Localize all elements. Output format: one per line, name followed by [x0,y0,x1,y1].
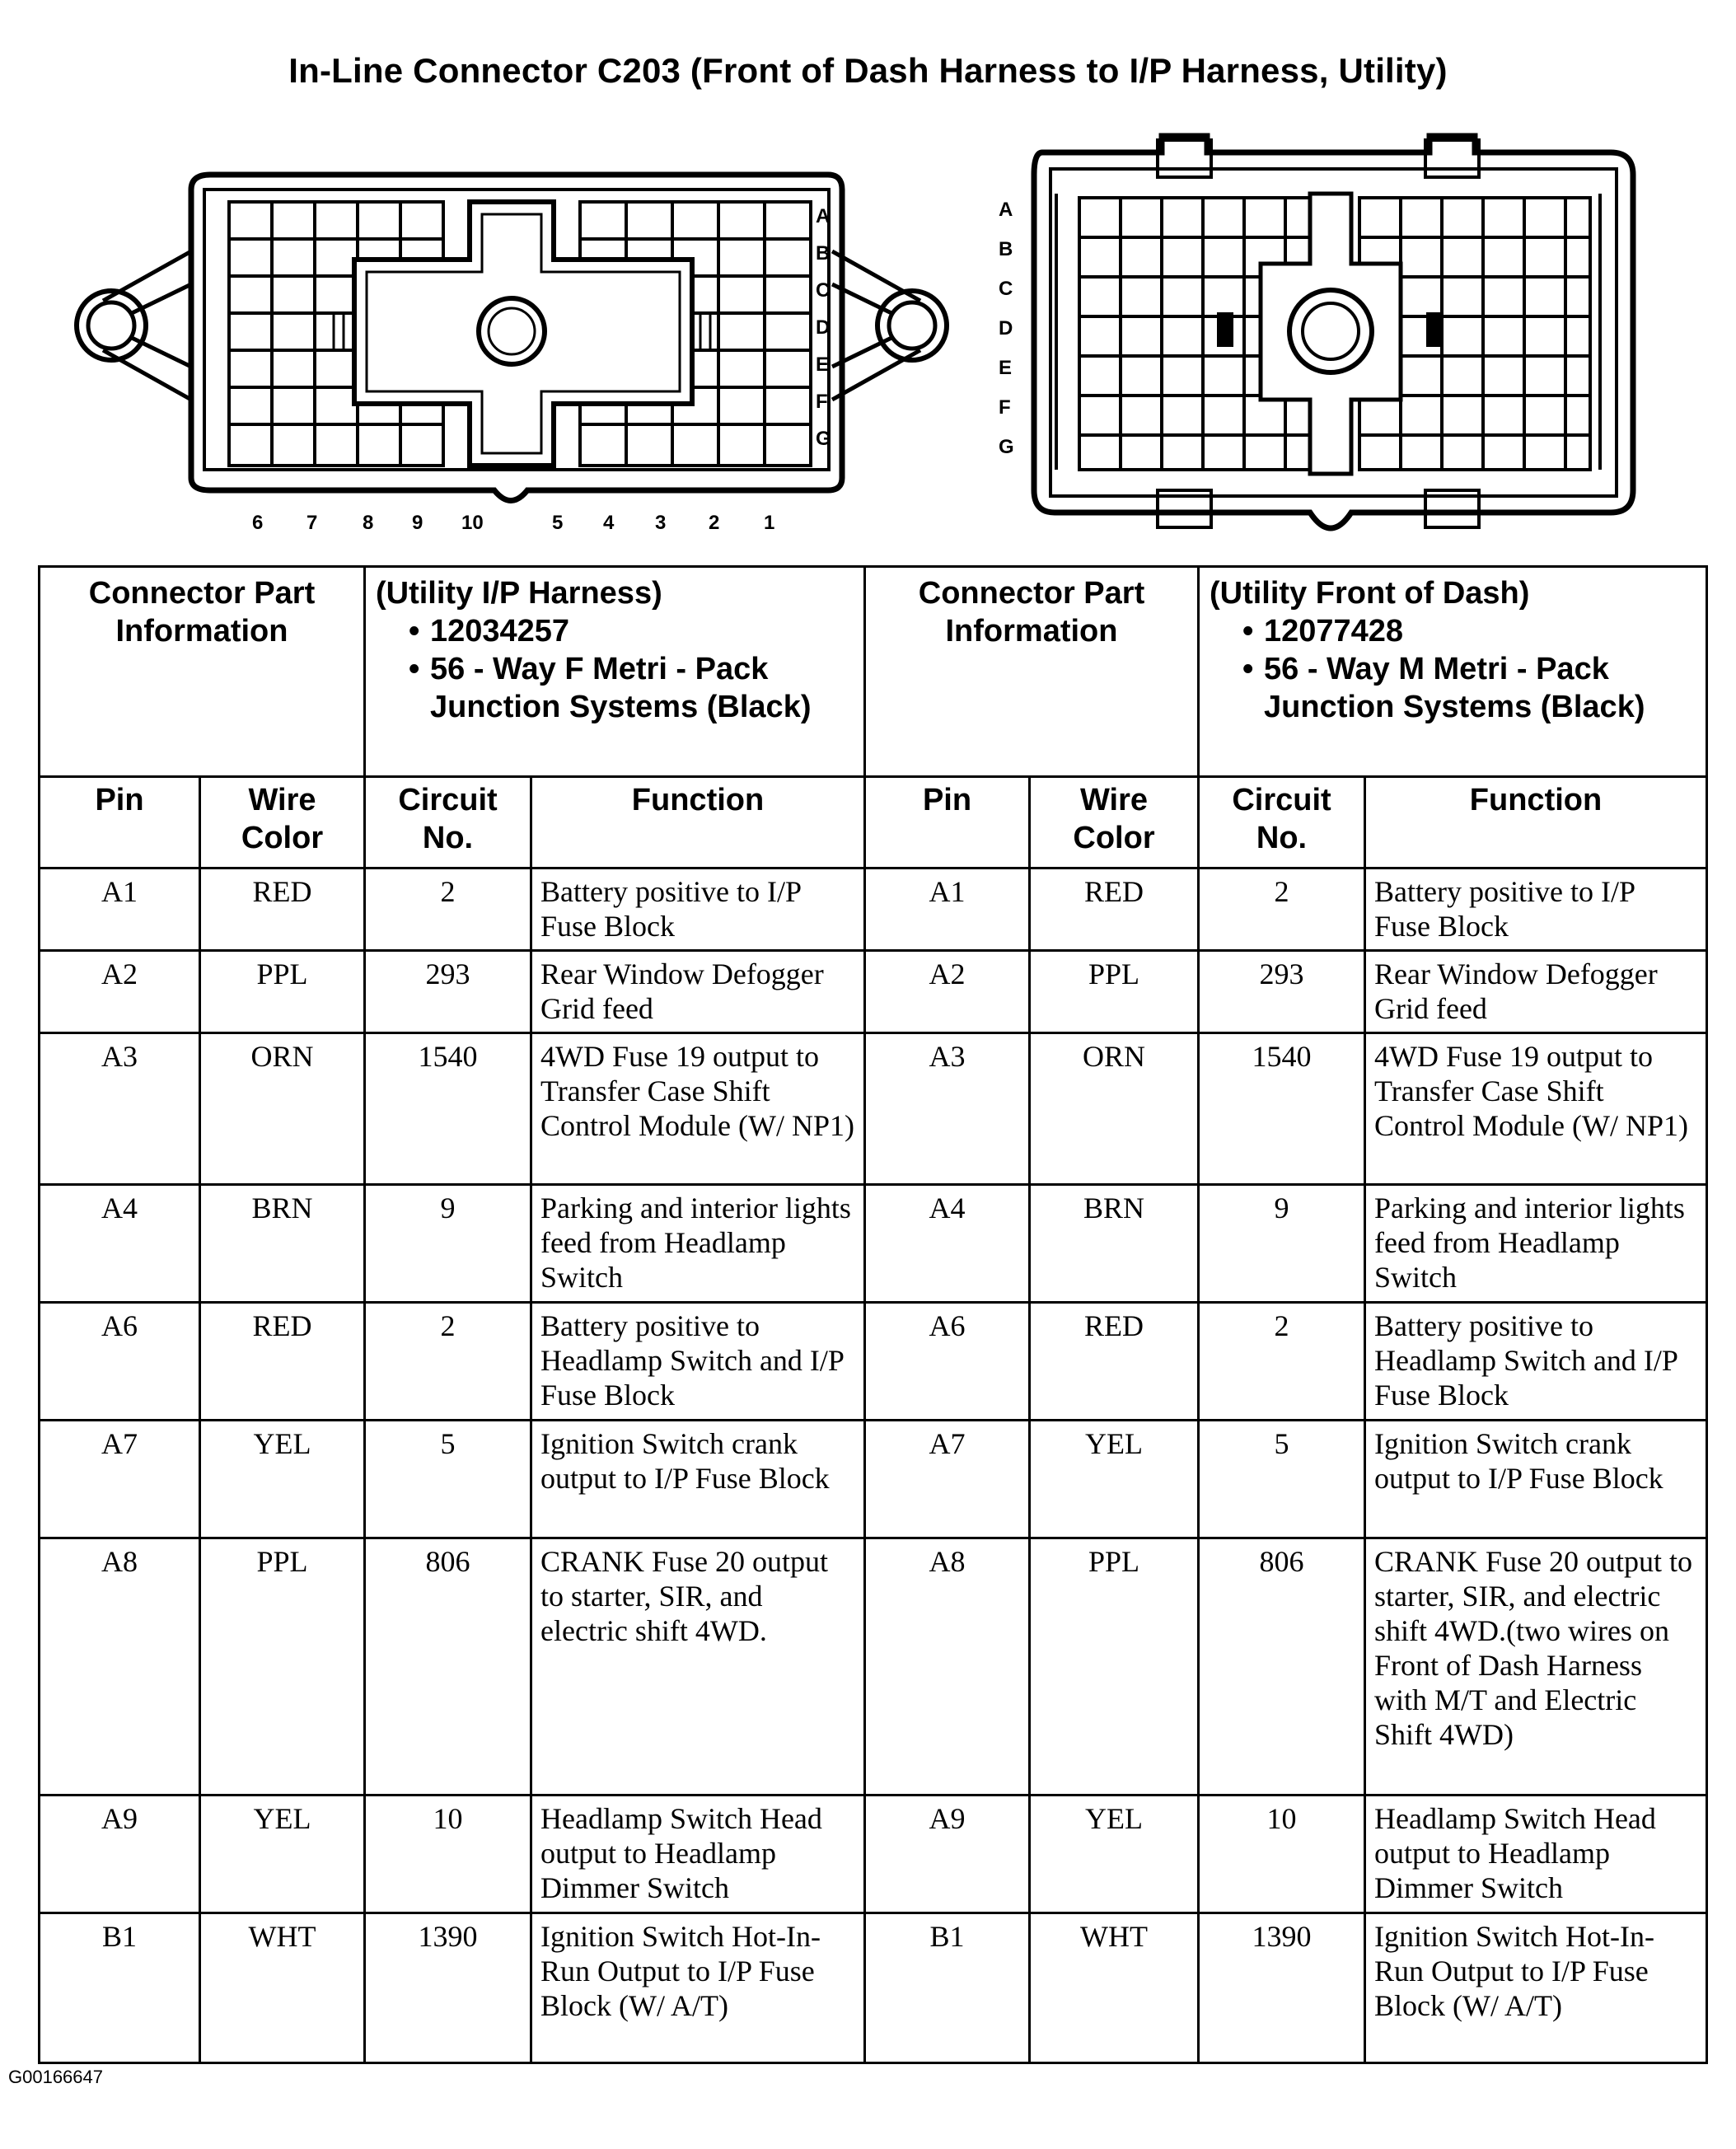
pin-cell: A6 [40,1303,200,1421]
pin-cell: A3 [865,1033,1030,1185]
wire-color-cell: RED [200,1303,365,1421]
circuit-cell: 9 [1199,1185,1365,1303]
right-info-details [1199,567,1707,777]
circuit-cell: 806 [1199,1538,1365,1796]
left-row-label-e: E [816,353,830,376]
right-row-label-f: F [999,396,1011,419]
connector-diagram [0,115,1736,544]
left-part-number: • 12034257 [409,612,854,650]
col-header-wire-color: Wire Color [1030,777,1199,868]
left-pin-number: 10 [461,512,484,534]
table-row [40,1185,1707,1303]
table-row [40,1303,1707,1421]
col-header-circuit: Circuit No. [365,777,531,868]
table-row [40,1538,1707,1796]
wire-color-cell: ORN [1030,1033,1199,1185]
circuit-cell: 2 [1199,868,1365,951]
col-header-circuit: Circuit No. [1199,777,1365,868]
pin-cell: A3 [40,1033,200,1185]
circuit-cell: 5 [365,1421,531,1538]
function-cell: Headlamp Switch Head output to Headlamp Dimmer Switch [1365,1796,1707,1913]
left-row-label-b: B [816,242,831,265]
wire-color-cell: BRN [1030,1185,1199,1303]
circuit-cell: 293 [365,951,531,1033]
wire-color-cell: YEL [200,1796,365,1913]
circuit-cell: 1540 [365,1033,531,1185]
wire-color-cell: WHT [200,1913,365,2063]
function-cell: Battery positive to Headlamp Switch and I/P Fuse Block [531,1303,865,1421]
circuit-cell: 2 [365,1303,531,1421]
right-info-bullets [1210,612,1696,726]
right-connector-face [1034,136,1633,528]
right-connector-type: • 56 - Way M Metri - Pack Junction Systems (Black) [1242,650,1696,726]
function-cell: Battery positive to I/P Fuse Block [1365,868,1707,951]
circuit-cell: 1390 [1199,1913,1365,2063]
circuit-cell: 806 [365,1538,531,1796]
table-row [40,1913,1707,2063]
table-row [40,951,1707,1033]
pin-cell: A4 [865,1185,1030,1303]
table-row [40,1033,1707,1185]
wire-color-cell: ORN [200,1033,365,1185]
pin-cell: A8 [865,1538,1030,1796]
function-cell: Rear Window Defogger Grid feed [1365,951,1707,1033]
wire-color-cell: YEL [200,1421,365,1538]
circuit-cell: 5 [1199,1421,1365,1538]
left-pin-number: 7 [306,512,318,534]
pin-cell: A8 [40,1538,200,1796]
left-pin-number: 5 [552,512,564,534]
left-pin-number: 2 [709,512,720,534]
wire-color-cell: PPL [1030,1538,1199,1796]
wire-color-cell: YEL [1030,1421,1199,1538]
left-row-label-g: G [816,428,831,450]
function-cell: 4WD Fuse 19 output to Transfer Case Shift Control Module (W/ NP1) [531,1033,865,1185]
right-row-label-b: B [999,238,1013,260]
left-row-label-a: A [816,205,831,227]
wire-color-cell: WHT [1030,1913,1199,2063]
circuit-cell: 9 [365,1185,531,1303]
wire-color-cell: YEL [1030,1796,1199,1913]
connector-info-row [40,567,1707,777]
left-pin-number: 3 [655,512,667,534]
circuit-cell: 2 [1199,1303,1365,1421]
function-cell: Battery positive to I/P Fuse Block [531,868,865,951]
col-header-function: Function [1365,777,1707,868]
table-row [40,1421,1707,1538]
col-header-pin: Pin [865,777,1030,868]
wire-color-cell: RED [1030,1303,1199,1421]
circuit-cell: 1540 [1199,1033,1365,1185]
left-row-label-c: C [816,279,831,302]
right-row-label-d: D [999,317,1013,339]
function-cell: Rear Window Defogger Grid feed [531,951,865,1033]
function-cell: Headlamp Switch Head output to Headlamp Dimmer Switch [531,1796,865,1913]
function-cell: Ignition Switch crank output to I/P Fuse Block [531,1421,865,1538]
right-row-label-c: C [999,278,1013,300]
function-cell: Parking and interior lights feed from Headlamp Switch [1365,1185,1707,1303]
page-title: In-Line Connector C203 (Front of Dash Harness to I/P Harness, Utility) [288,51,1448,90]
left-info-bullets [376,612,854,726]
pin-cell: A9 [40,1796,200,1913]
function-cell: Parking and interior lights feed from Headlamp Switch [531,1185,865,1303]
left-harness-name: (Utility I/P Harness) [376,576,662,611]
table-row [40,868,1707,951]
figure-code: G00166647 [8,2067,103,2087]
table-row [40,1796,1707,1913]
left-pin-number: 9 [412,512,423,534]
pin-cell: B1 [40,1913,200,2063]
function-cell: Ignition Switch Hot-In-Run Output to I/P Fuse Block (W/ A/T) [531,1913,865,2063]
left-pin-number: 6 [252,512,264,534]
wire-color-cell: RED [1030,868,1199,951]
wire-color-cell: PPL [200,1538,365,1796]
left-info-label: Connector Part Information [40,567,365,777]
wire-color-cell: PPL [1030,951,1199,1033]
col-header-wire-color: Wire Color [200,777,365,868]
pin-cell: A6 [865,1303,1030,1421]
circuit-cell: 2 [365,868,531,951]
left-row-label-f: F [816,391,828,413]
pin-cell: A2 [40,951,200,1033]
pin-cell: A2 [865,951,1030,1033]
function-cell: CRANK Fuse 20 output to starter, SIR, and electric shift 4WD. [531,1538,865,1796]
wire-color-cell: PPL [200,951,365,1033]
col-header-pin: Pin [40,777,200,868]
pin-cell: A1 [865,868,1030,951]
pin-cell: A7 [865,1421,1030,1538]
pin-cell: A1 [40,868,200,951]
pin-cell: A7 [40,1421,200,1538]
col-header-function: Function [531,777,865,868]
left-pin-number: 1 [764,512,775,534]
left-row-label-d: D [816,316,831,339]
function-cell: 4WD Fuse 19 output to Transfer Case Shift Control Module (W/ NP1) [1365,1033,1707,1185]
function-cell: Ignition Switch crank output to I/P Fuse Block [1365,1421,1707,1538]
right-row-label-a: A [999,199,1013,221]
wire-color-cell: BRN [200,1185,365,1303]
right-row-label-g: G [999,436,1014,458]
wire-color-cell: RED [200,868,365,951]
right-row-label-e: E [999,357,1013,379]
circuit-cell: 10 [1199,1796,1365,1913]
function-cell: Battery positive to Headlamp Switch and I/P Fuse Block [1365,1303,1707,1421]
pin-cell: A9 [865,1796,1030,1913]
function-cell: Ignition Switch Hot-In-Run Output to I/P Fuse Block (W/ A/T) [1365,1913,1707,2063]
circuit-cell: 293 [1199,951,1365,1033]
right-part-number: • 12077428 [1242,612,1696,650]
right-info-label: Connector Part Information [865,567,1199,777]
pin-table [38,565,1708,2064]
circuit-cell: 10 [365,1796,531,1913]
function-cell: CRANK Fuse 20 output to starter, SIR, and electric shift 4WD.(two wires on Front of Dash Harness with M/T and Electric Shift 4WD) [1365,1538,1707,1796]
left-pin-number: 8 [363,512,374,534]
pin-cell: A4 [40,1185,200,1303]
circuit-cell: 1390 [365,1913,531,2063]
left-info-details [365,567,865,777]
column-header-row [40,777,1707,868]
left-connector-type: • 56 - Way F Metri - Pack Junction Systems (Black) [409,650,854,726]
right-harness-name: (Utility Front of Dash) [1210,576,1530,611]
pin-cell: B1 [865,1913,1030,2063]
left-pin-number: 4 [603,512,615,534]
